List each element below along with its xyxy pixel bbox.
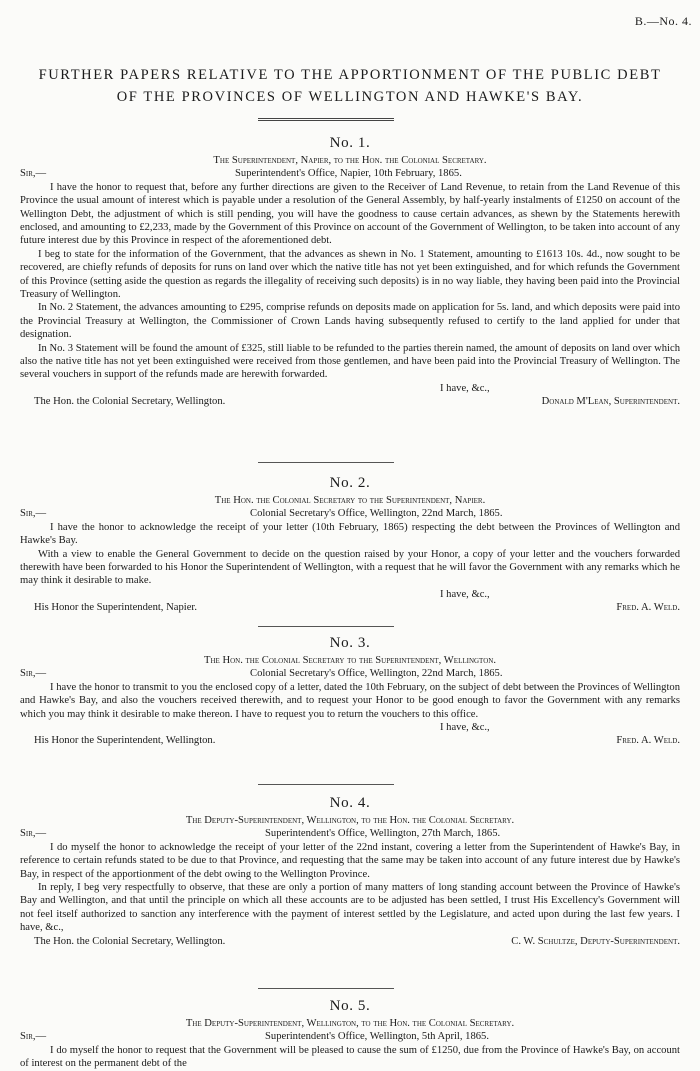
- salutation: Sir,—: [20, 828, 47, 840]
- letter-number: No. 3.: [329, 635, 371, 651]
- closing: I have, &c.,: [440, 588, 490, 600]
- section-rule: [258, 462, 394, 463]
- letter-number: No. 2.: [329, 475, 371, 491]
- signature: Fred. A. Weld.: [616, 602, 680, 614]
- paragraph: In No. 2 Statement, the advances amounting to £295, comprise refunds on deposits made on application for 5s. land, and which deposits were paid into the Provincial Treasury at Wellington, the Commissioner of Crown Lands having subsequently refused to certify to the land applied for under that designation.: [20, 302, 680, 341]
- letter-number: No. 4.: [329, 795, 371, 811]
- sender-address: Colonial Secretary's Office, Wellington, 22nd March, 1865.: [250, 508, 503, 520]
- closing-line: [20, 721, 680, 734]
- paragraph: I do myself the honor to acknowledge the receipt of your letter of the 22nd instant, covering a letter from the Superintendent of Hawke's Bay, in reference to certain refunds stated to be due to that Province, and requesting that the same may be taken into account of any future interest due by Hawke's Bay, in respect of the apportionment of the debt owing to the Wellington Province.: [20, 841, 680, 880]
- sender-address: Colonial Secretary's Office, Wellington, 22nd March, 1865.: [250, 668, 503, 680]
- letter-3: [20, 634, 680, 748]
- salutation: Sir,—: [20, 668, 47, 680]
- paragraph: In reply, I beg very respectfully to observe, that these are only a portion of many matters of long standing account between the Province of Hawke's Bay and Wellington, and that until the principle on which all these accounts are to be adjusted has been settled, I trust His Excellency's Government will not feel itself authorized to sanction any interference with the payment of interest settled by the Legislature, and acted upon during the last few years. I have, &c.,: [20, 882, 680, 934]
- signature: C. W. Schultze, Deputy-Superintendent.: [511, 935, 680, 947]
- salutation: Sir,—: [20, 168, 47, 180]
- sender-address: Superintendent's Office, Napier, 10th February, 1865.: [235, 168, 462, 180]
- paragraph: In No. 3 Statement will be found the amount of £325, still liable to be refunded to the parties therein named, the amount of deposits on land over which also the native title has not yet been extinguished were received from those gentlemen, and have been paid into the Provincial Treasury of Wellington. The several vouchers in support of the refunds made are herewith forwarded.: [20, 342, 680, 381]
- letter-4: [20, 794, 680, 948]
- signature: Fred. A. Weld.: [616, 735, 680, 747]
- letter-2: [20, 474, 680, 615]
- letter-5: [20, 997, 680, 1071]
- section-rule: [258, 988, 394, 989]
- paragraph: I beg to state for the information of the Government, that the advances as shewn in No. 1 Statement, amounting to £1613 10s. 4d., now sought to be recovered, are chiefly refunds of deposits for runs on land over which the native title has not yet been extinguished, and for which refunds the Government of this Province (setting aside the question as regards the illegality of receiving such deposits) is in no way liable, they having been paid into the Provincial Treasury of Wellington.: [20, 248, 680, 301]
- salutation-line: [20, 1030, 680, 1043]
- closing-line: [20, 382, 680, 395]
- letter-1: [20, 134, 680, 409]
- document-title-line1: FURTHER PAPERS RELATIVE TO THE APPORTIONMENT OF THE PUBLIC DEBT: [38, 67, 662, 83]
- document-title-line2: OF THE PROVINCES OF WELLINGTON AND HAWKE'S BAY.: [116, 89, 584, 105]
- letter-number: No. 5.: [329, 998, 371, 1014]
- salutation-line: [20, 827, 680, 840]
- section-rule: [258, 784, 394, 785]
- letter-number: No. 1.: [329, 135, 371, 151]
- salutation-line: [20, 667, 680, 680]
- paragraph: I do myself the honor to request that the Government will be pleased to cause the sum of £1250, due from the Province of Hawke's Bay, on account of interest on the permanent debt of the: [20, 1044, 680, 1070]
- signature-line: [20, 395, 680, 408]
- closing: I have, &c.,: [440, 382, 490, 394]
- title-rule: [258, 118, 394, 121]
- signature: Donald M'Lean, Superintendent.: [541, 396, 680, 408]
- letter-heading: The Superintendent, Napier, to the Hon. the Colonial Secretary.: [213, 155, 487, 166]
- sender-address: Superintendent's Office, Wellington, 5th April, 1865.: [265, 1031, 489, 1043]
- recipient: His Honor the Superintendent, Wellington.: [34, 735, 216, 747]
- closing-line: [20, 588, 680, 601]
- salutation: Sir,—: [20, 1031, 47, 1043]
- sender-address: Superintendent's Office, Wellington, 27th March, 1865.: [265, 828, 501, 840]
- section-rule: [258, 626, 394, 627]
- signature-line: [20, 601, 680, 614]
- salutation-line: [20, 507, 680, 520]
- recipient: The Hon. the Colonial Secretary, Wellington.: [34, 935, 226, 947]
- paragraph: I have the honor to request that, before any further directions are given to the Receiver of Land Revenue, to retain from the Land Revenue of this Province the usual amount of interest which is payable under a resolution of the General Assembly, by half-yearly instalments of £1250 on account of the Wellington Debt, the adjustment of which is still pending, you will have the goodness to cause certain advances, as shewn by the Statements herewith enclosed, and amounting to £2,233, made by the Government of this Province on account of the Government of Wellington, to be taken into account of any future interest due by this Province in respect of the aforementioned debt.: [20, 181, 680, 247]
- page-reference: B.—No. 4.: [634, 14, 692, 28]
- letter-heading: The Hon. the Colonial Secretary to the Superintendent, Wellington.: [204, 655, 496, 666]
- paragraph: With a view to enable the General Government to decide on the question raised by your Honor, a copy of your letter and the vouchers forwarded therewith have been forwarded to his Honor the Superintendent of Wellington, with a request that he will favor the Government with any remarks which he may think it desirable to make.: [20, 548, 680, 587]
- paragraph: I have the honor to transmit to you the enclosed copy of a letter, dated the 10th February, on the subject of debt between the Provinces of Wellington and Hawke's Bay, and also the vouchers received therewith, and to request your Honor to be good enough to favor the Government with any remarks which you may think it desirable to make thereon. I have to request you to return the vouchers to this office.: [20, 681, 680, 720]
- letter-heading: The Deputy-Superintendent, Wellington, to the Hon. the Colonial Secretary.: [185, 1018, 515, 1029]
- letter-heading: The Hon. the Colonial Secretary to the Superintendent, Napier.: [214, 495, 486, 506]
- closing: I have, &c.,: [440, 722, 490, 734]
- signature-line: [20, 935, 680, 948]
- recipient: The Hon. the Colonial Secretary, Wellington.: [34, 396, 226, 408]
- recipient: His Honor the Superintendent, Napier.: [34, 602, 197, 614]
- salutation: Sir,—: [20, 508, 47, 520]
- salutation-line: [20, 167, 680, 180]
- letter-heading: The Deputy-Superintendent, Wellington, to the Hon. the Colonial Secretary.: [185, 815, 515, 826]
- paragraph: I have the honor to acknowledge the receipt of your letter (10th February, 1865) respecting the debt between the Provinces of Wellington and Hawke's Bay.: [20, 521, 680, 547]
- signature-line: [20, 734, 680, 747]
